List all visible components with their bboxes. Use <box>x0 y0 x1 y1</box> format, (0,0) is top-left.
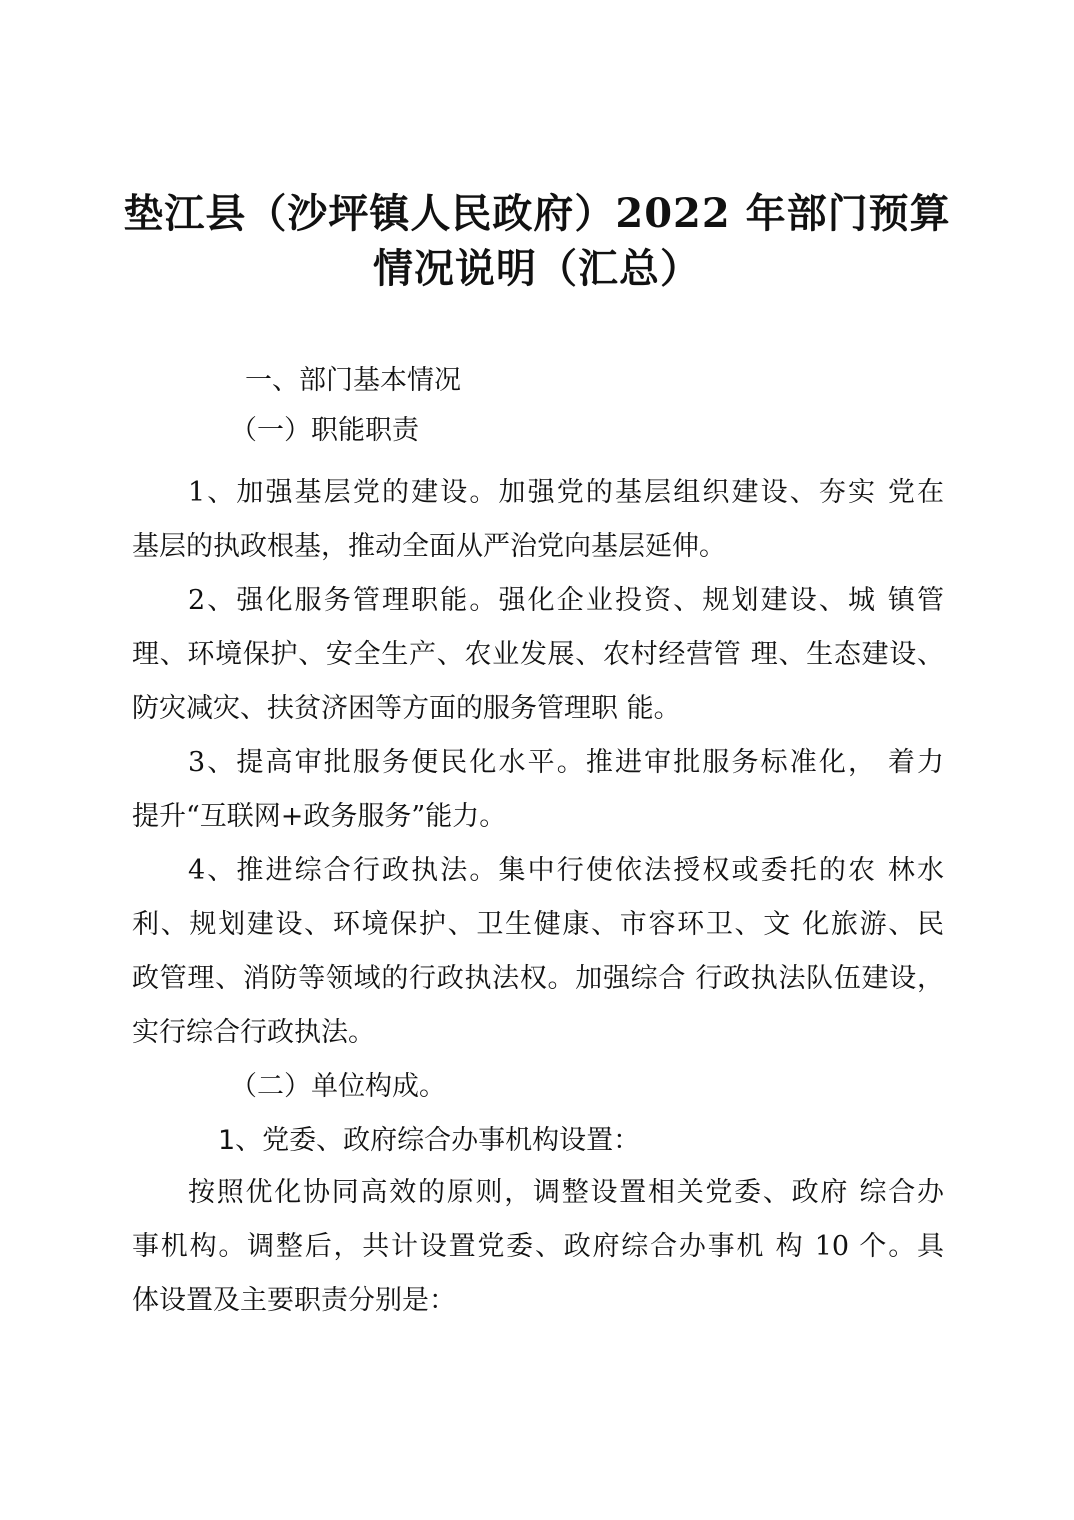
item-heading-office-setup: 1、党委、政府综合办事机构设置： <box>218 1125 641 1156</box>
paragraph-5-line-1: 按照优化协同高效的原则，调整设置相关党委、政府 综合办 <box>188 1177 944 1208</box>
paragraph-4-line-3: 政管理、消防等领域的行政执法权。加强综合 行政执法队伍建设， <box>132 963 944 994</box>
paragraph-2-line-2: 理、环境保护、安全生产、农业发展、农村经营管 理、生态建设、 <box>132 639 944 670</box>
paragraph-2-line-3: 防灾减灾、扶贫济困等方面的服务管理职 能。 <box>132 693 681 724</box>
subsection-heading-duties: （一）职能职责 <box>230 415 419 446</box>
paragraph-4-line-2: 利、规划建设、环境保护、卫生健康、市容环卫、文 化旅游、民 <box>132 909 944 940</box>
paragraph-5-line-3: 体设置及主要职责分别是： <box>132 1285 456 1316</box>
document-title-line-2: 情况说明（汇总） <box>373 245 701 292</box>
paragraph-3-line-2: 提升“互联网+政务服务”能力。 <box>132 801 507 832</box>
section-heading-basic-info: 一、部门基本情况 <box>245 365 461 396</box>
document-title-line-1: 垫江县（沙坪镇人民政府）2022 年部门预算 <box>123 190 951 237</box>
paragraph-4-line-4: 实行综合行政执法。 <box>132 1017 375 1048</box>
paragraph-2-line-1: 2、强化服务管理职能。强化企业投资、规划建设、城 镇管 <box>188 585 944 616</box>
paragraph-4-line-1: 4、推进综合行政执法。集中行使依法授权或委托的农 林水 <box>188 855 944 886</box>
paragraph-3-line-1: 3、提高审批服务便民化水平。推进审批服务标准化， 着力 <box>188 747 944 778</box>
paragraph-1-line-2: 基层的执政根基，推动全面从严治党向基层延伸。 <box>132 531 726 562</box>
paragraph-1-line-1: 1、加强基层党的建设。加强党的基层组织建设、夯实 党在 <box>188 477 944 508</box>
subsection-heading-units: （二）单位构成。 <box>230 1071 446 1102</box>
paragraph-5-line-2: 事机构。调整后，共计设置党委、政府综合办事机 构 10 个。具 <box>132 1231 944 1262</box>
